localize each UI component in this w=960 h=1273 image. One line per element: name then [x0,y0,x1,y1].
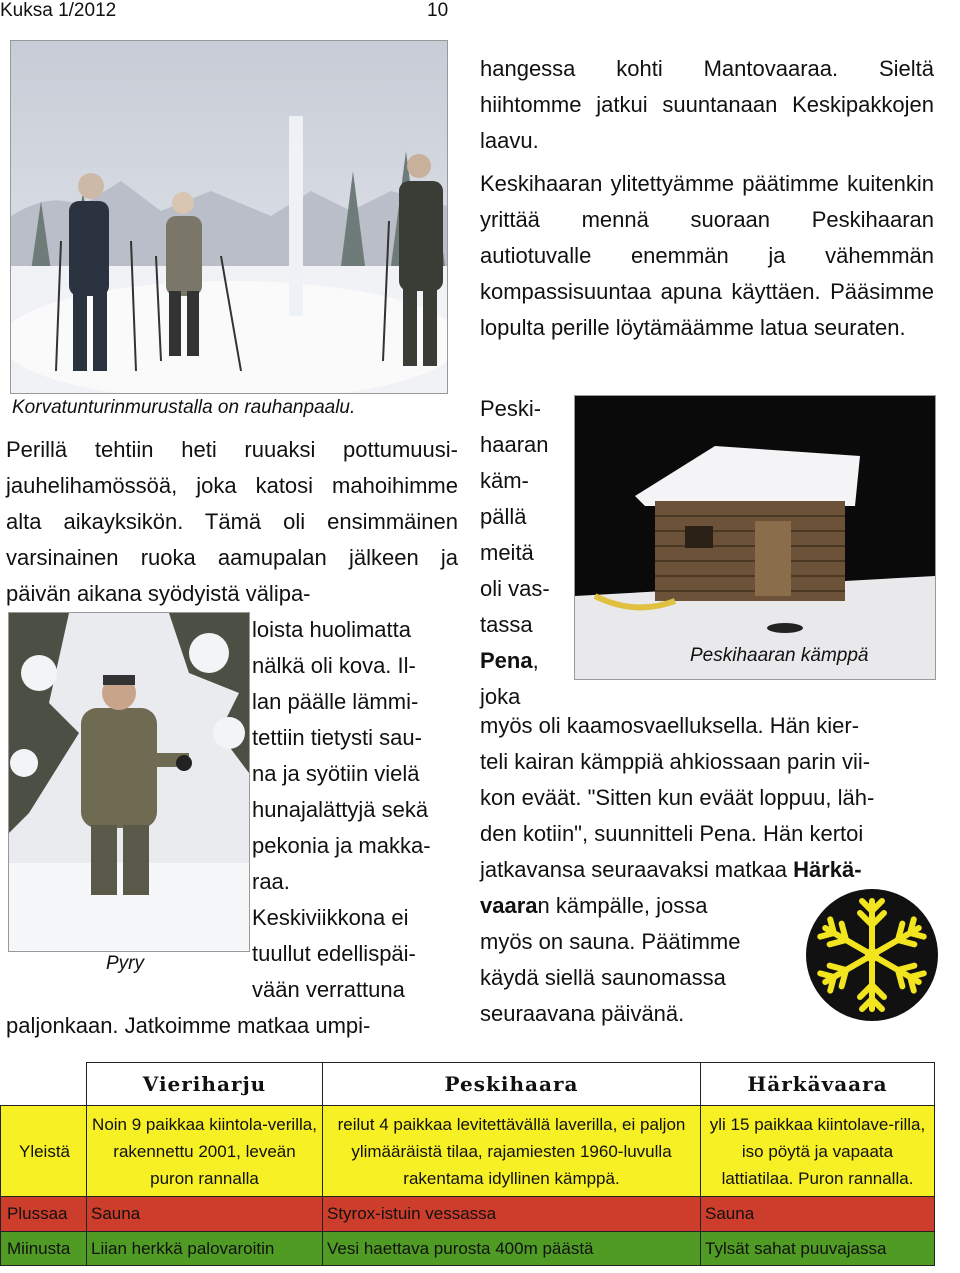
table-row-plussaa [1,1197,935,1232]
right-line-with-bold [480,852,934,888]
vaara-bold: vaara [480,893,538,918]
table-row-yleista [1,1106,935,1197]
table-cell: Sauna [87,1197,323,1232]
table-header-row [1,1063,935,1106]
narrow-line: haaran [480,432,549,457]
pyry-caption: Pyry [106,953,144,974]
row-label: Miinusta [1,1232,87,1266]
table-cell: Noin 9 paikkaa kiintola-verilla, rakennettu 2001, leveän puron rannalla [87,1106,323,1197]
row-label: Yleistä [1,1106,87,1197]
wrap-line: na ja syötiin vielä [252,761,420,786]
wrap-line: nälkä oli kova. Il- [252,653,416,678]
table-cell: Tylsät sahat puuvajassa [701,1232,935,1266]
pyry-photo [8,612,250,952]
row-label: Plussaa [1,1197,87,1232]
narrow-line: joka [480,684,521,709]
wrap-line: hunajalättyjä sekä [252,797,429,822]
right-paragraph-4 [480,888,800,1032]
right-para-1-text: hangessa kohti Mantovaaraa. Sieltä hiihtomme jatkui suuntanaan Keskipakkojen laavu. [480,56,934,153]
para2-line: vään verrattuna [252,977,405,1002]
hut-caption: Peskihaaran kämppä [690,645,869,666]
right-line: den kotiin", suunnitteli Pena. Hän kertoi [480,821,864,846]
vaara-rest: n kämpälle, jossa [537,893,708,918]
pena-comma: , [532,648,539,673]
page-number: 10 [427,0,449,21]
table-cell: Vesi haettava purosta 400m päästä [323,1232,701,1266]
table-header-harkavaara: Härkävaara [701,1063,935,1106]
pena-line [480,643,570,679]
skiers-photo [10,40,448,394]
left-paragraph-1 [6,432,458,612]
right-narrow-block [480,391,570,715]
pena-name: Pena [480,648,533,673]
table-header-vieriharju: Vieriharju [87,1063,323,1106]
right-paragraph-1 [480,51,934,159]
para2-line: Keskiviikkona ei [252,905,409,930]
wrap-line: loista huolimatta [252,617,411,642]
issue-label: Kuksa 1/2012 [0,0,117,21]
right-line-start: jatkavansa seuraavaksi matkaa [480,857,787,882]
narrow-line: tassa [480,612,533,637]
left-wrap-block [252,612,458,900]
narrow-line: pällä [480,504,527,529]
table-cell: Styrox-istuin vessassa [323,1197,701,1232]
wrap-line: raa. [252,869,290,894]
end-line: seuraavana päivänä. [480,1001,685,1026]
para2-line: tuullut edellispäi- [252,941,416,966]
narrow-line: Peski- [480,396,542,421]
right-para-2-text: Keskihaaran ylitettyämme päätimme kuitenkin yrittää mennä suoraan Peskihaaran autiotuvalle enemmän ja vähemmän kompassisuuntaa apuna käyttäen. Pääsimme lopulta perille löytämäämme latua seuraten. [480,171,934,340]
comparison-table [0,1062,935,1266]
right-paragraph-2 [480,166,934,346]
left-paragraph-2 [252,900,458,1008]
hut-photo [574,395,936,680]
table-row-miinusta [1,1232,935,1266]
end-line: myös on sauna. Päätimme [480,929,741,954]
snowflake-emblem-icon [802,885,942,1025]
top-photo-caption: Korvatunturinmurustalla on rauhanpaalu. [12,397,356,418]
wrap-line: tettiin tietysti sau- [252,725,422,750]
narrow-line: oli vas- [480,576,550,601]
wrap-line: pekonia ja makka- [252,833,431,858]
table-header-peskihaara: Peskihaara [323,1063,701,1106]
harka-bold: Härkä- [793,857,862,882]
table-header-empty [1,1063,87,1106]
right-paragraph-3 [480,708,934,888]
table-cell: Liian herkkä palovaroitin [87,1232,323,1266]
table-cell: Sauna [701,1197,935,1232]
table-cell: yli 15 paikkaa kiintolave-rilla, iso pöytä ja vapaata lattiatilaa. Puron rannalla. [701,1106,935,1197]
wrap-line: lan päälle lämmi- [252,689,419,714]
para2-tail-text: paljonkaan. Jatkoimme matkaa umpi- [6,1013,371,1038]
table-cell: reilut 4 paikkaa levitettävällä laverilla, ei paljon ylimääräistä tilaa, rajamiesten 1960-luvulla rakentama idyllinen kämppä. [323,1106,701,1197]
narrow-line: meitä [480,540,534,565]
left-para-1-text: Perillä tehtiin heti ruuaksi pottumuusi-jauhelihamössöä, joka katosi mahoihimme alta aikayksikön. Tämä oli ensimmäinen varsinainen ruoka aamupalan jälkeen ja päivän aikana syödyistä välipa- [6,437,458,606]
right-line: teli kairan kämppiä ahkiossaan parin vii- [480,749,871,774]
vaara-line [480,888,800,924]
right-line: myös oli kaamosvaelluksella. Hän kier- [480,713,860,738]
end-line: käydä siellä saunomassa [480,965,726,990]
left-paragraph-2-tail [6,1008,458,1044]
narrow-line: käm- [480,468,529,493]
right-line: kon eväät. "Sitten kun eväät loppuu, läh- [480,785,875,810]
